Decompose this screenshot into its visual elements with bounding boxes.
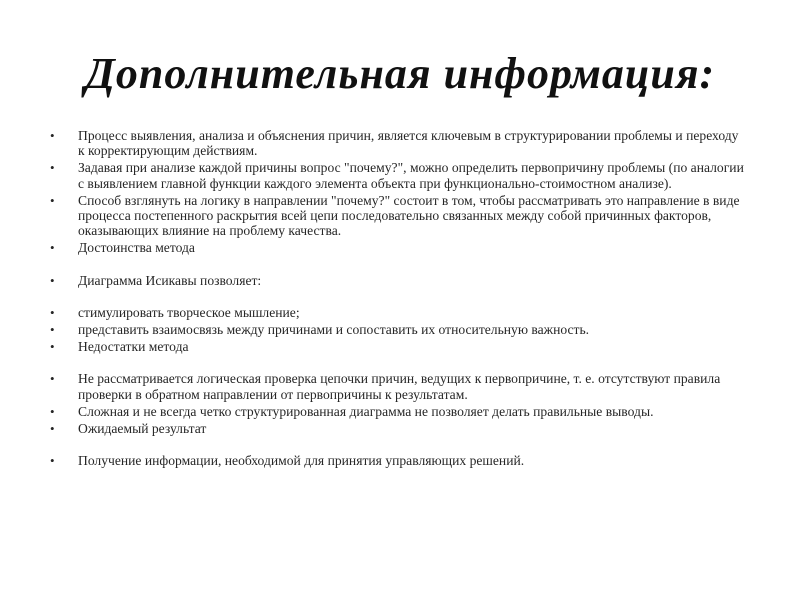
bullet-icon: •: [50, 240, 55, 256]
list-item: [48, 273, 748, 288]
list-item: [48, 193, 748, 239]
list-item-text: Недостатки метода: [78, 339, 189, 355]
bullet-icon: •: [50, 128, 55, 143]
list-item-text: Процесс выявления, анализа и объяснения причин, является ключевым в структурировании проблемы и переходу к корректирующим действиям.: [78, 128, 739, 159]
bullet-list: [48, 128, 748, 470]
list-item-text: Не рассматривается логическая проверка цепочки причин, ведущих к первопричине, т. е. отсутствуют правила проверки в обратном направлении от первопричины к результатам.: [78, 371, 721, 402]
list-item: [48, 128, 748, 158]
list-item: [48, 453, 748, 468]
list-item-text: представить взаимосвязь между причинами и сопоставить их относительную важность.: [78, 322, 590, 338]
list-item-text: стимулировать творческое мышление;: [78, 304, 300, 320]
bullet-icon: •: [50, 192, 55, 208]
bullet-icon: •: [50, 339, 55, 355]
list-item-text: Способ взглянуть на логику в направлении "почему?" состоит в том, чтобы рассматривать это направление в виде процесса постепенного раскрытия всей цепи последовательно связанных между собой причинных факторов, оказывающих влияние на проблему качества.: [78, 192, 740, 239]
list-item: [48, 339, 748, 354]
bullet-icon: •: [50, 304, 55, 320]
list-item: [48, 240, 748, 255]
list-item: [48, 421, 748, 436]
bullet-icon: •: [50, 403, 55, 419]
list-item-text: Достоинства метода: [78, 240, 195, 256]
bullet-icon: •: [50, 322, 55, 338]
bullet-icon: •: [50, 272, 55, 288]
list-item: [48, 305, 748, 320]
list-item: [48, 371, 748, 401]
bullet-icon: •: [50, 371, 55, 387]
list-item: [48, 160, 748, 190]
slide-title: Дополнительная информация:: [84, 49, 716, 98]
list-item: [48, 322, 748, 337]
list-item-text: Ожидаемый результат: [78, 421, 207, 437]
list-item: [48, 404, 748, 419]
list-item-text: Сложная и не всегда четко структурированная диаграмма не позволяет делать правильные выводы.: [78, 403, 654, 419]
bullet-icon: •: [50, 421, 55, 437]
list-item-text: Диаграмма Исикавы позволяет:: [78, 272, 262, 288]
list-item-text: Получение информации, необходимой для принятия управляющих решений.: [78, 453, 525, 469]
bullet-icon: •: [50, 160, 55, 176]
list-item-text: Задавая при анализе каждой причины вопрос "почему?", можно определить первопричину проблемы (по аналогии с выявлением главной функции каждого элемента объекта при функционально-стоимостном анализе).: [78, 160, 744, 191]
bullet-icon: •: [50, 453, 55, 469]
